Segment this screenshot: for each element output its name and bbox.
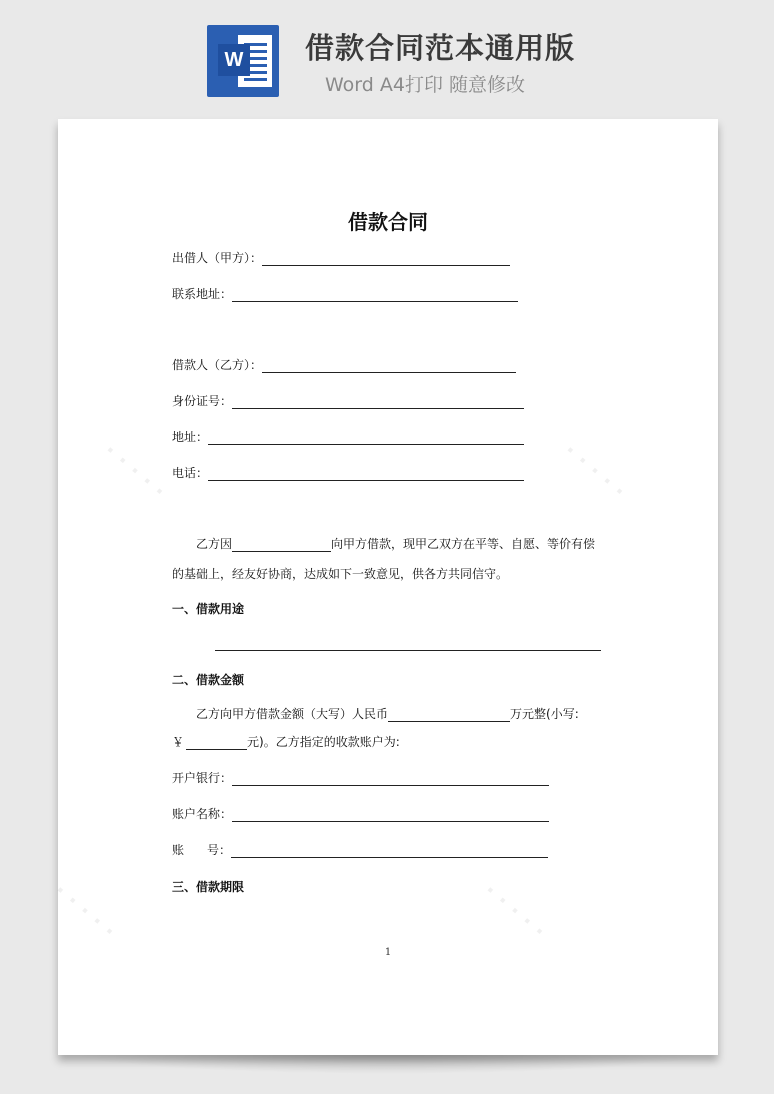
lender-address-blank[interactable] bbox=[232, 289, 518, 302]
address-blank[interactable] bbox=[208, 432, 524, 445]
amount-text-b: 万元整(小写: bbox=[510, 707, 579, 721]
purpose-blank[interactable] bbox=[215, 650, 601, 651]
lender-label: 出借人（甲方）： bbox=[172, 251, 263, 265]
lender-address-label: 联系地址： bbox=[172, 287, 233, 301]
amount-text-d: 元)。乙方指定的收款账户为: bbox=[247, 735, 400, 749]
amount-capital-blank[interactable] bbox=[388, 709, 510, 722]
phone-label: 电话： bbox=[172, 466, 209, 480]
watermark: · · · · · bbox=[558, 438, 630, 505]
yuan-symbol: ￥ bbox=[172, 735, 185, 749]
account-name-field bbox=[172, 806, 549, 822]
phone-blank[interactable] bbox=[208, 468, 524, 481]
bank-field bbox=[172, 770, 549, 786]
account-name-label: 账户名称： bbox=[172, 807, 233, 821]
intro-text-a: 乙方因 bbox=[196, 537, 233, 551]
borrower-field bbox=[172, 357, 516, 373]
intro-text-b: 向甲方借款，现甲乙双方在平等、自愿、等价有偿 bbox=[331, 537, 596, 551]
section-amount: 二、借款金额 bbox=[172, 673, 245, 687]
word-letter: W bbox=[218, 44, 250, 76]
document-page bbox=[48, 119, 718, 1055]
intro-line-1 bbox=[196, 536, 595, 552]
id-blank[interactable] bbox=[232, 396, 524, 409]
page-subtitle: Word A4打印 随意修改 bbox=[325, 74, 526, 96]
page-number: 1 bbox=[384, 947, 392, 958]
watermark: · · · · · bbox=[478, 878, 550, 945]
amount-line-1 bbox=[196, 706, 579, 722]
amount-line-2 bbox=[172, 734, 400, 750]
phone-field bbox=[172, 465, 524, 481]
section-term: 三、借款期限 bbox=[172, 880, 245, 894]
watermark: · · · · · bbox=[48, 878, 120, 945]
address-label: 地址： bbox=[172, 430, 209, 444]
section-purpose: 一、借款用途 bbox=[172, 602, 245, 616]
bank-label: 开户银行： bbox=[172, 771, 233, 785]
account-number-label-b: 号： bbox=[207, 843, 232, 857]
account-number-blank[interactable] bbox=[231, 845, 548, 858]
contract-title: 借款合同 bbox=[348, 210, 428, 234]
page-title: 借款合同范本通用版 bbox=[305, 31, 576, 65]
borrower-blank[interactable] bbox=[262, 360, 516, 373]
amount-number-blank[interactable] bbox=[186, 737, 247, 750]
word-icon bbox=[207, 25, 279, 97]
account-number-field bbox=[172, 842, 548, 858]
paper-shadow bbox=[68, 1052, 708, 1074]
id-label: 身份证号： bbox=[172, 394, 233, 408]
lender-blank[interactable] bbox=[262, 253, 510, 266]
amount-text-a: 乙方向甲方借款金额（大写）人民币 bbox=[196, 707, 389, 721]
bank-blank[interactable] bbox=[232, 773, 549, 786]
borrower-label: 借款人（乙方）： bbox=[172, 358, 263, 372]
reason-blank[interactable] bbox=[232, 539, 331, 552]
id-field bbox=[172, 393, 524, 409]
address-field bbox=[172, 429, 524, 445]
lender-address-field bbox=[172, 286, 518, 302]
lender-field bbox=[172, 250, 510, 266]
account-number-label-a: 账 bbox=[172, 843, 185, 857]
intro-line-2: 的基础上，经友好协商，达成如下一致意见，供各方共同信守。 bbox=[172, 567, 509, 581]
account-name-blank[interactable] bbox=[232, 809, 549, 822]
watermark: · · · · · bbox=[98, 438, 170, 505]
